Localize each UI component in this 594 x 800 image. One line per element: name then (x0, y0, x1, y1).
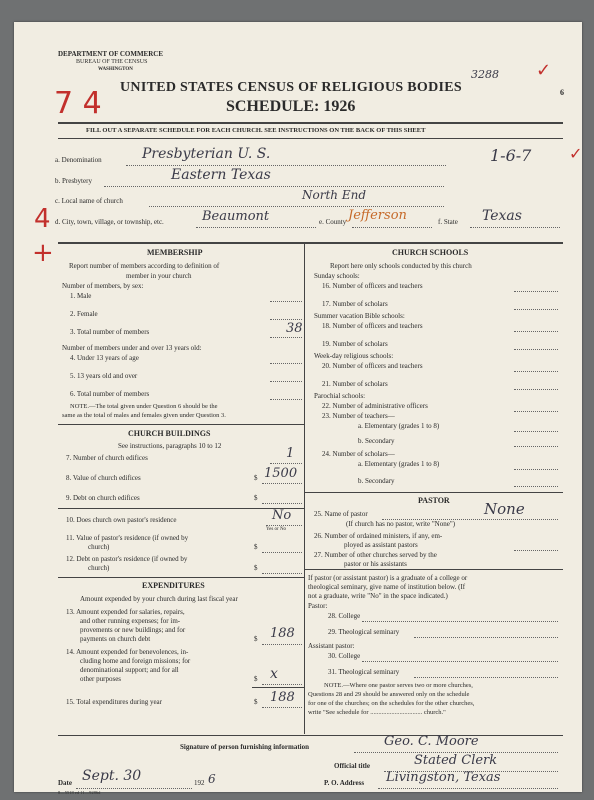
membership-heading: MEMBERSHIP (147, 248, 203, 257)
q9-debt-on-edifices: 9. Debt on church edifices (66, 494, 140, 502)
q27-line-1: 27. Number of other churches served by the (314, 551, 437, 559)
q30-college: 30. College (328, 652, 361, 660)
q23: 23. Number of teachers— (322, 412, 395, 420)
serial-number: 3288 (471, 68, 499, 81)
q5-13-and-over: 5. 13 years old and over (70, 372, 138, 380)
q14-line-2: cluding home and foreign missions; for (80, 657, 191, 665)
presbytery-label: b. Presbytery (55, 177, 92, 185)
denomination-label: a. Denomination (55, 156, 102, 164)
q14-dollar: $ (254, 675, 258, 683)
year-value: 6 (208, 772, 216, 786)
red-number-4: 4 (34, 204, 51, 234)
corner-number: 6 (560, 88, 564, 97)
q10-owns-residence: 10. Does church own pastor's residence (66, 516, 177, 524)
q13-value: 188 (270, 626, 295, 641)
q9-dollar: $ (254, 494, 258, 502)
q13-dollar: $ (254, 635, 258, 643)
q19: 19. Number of scholars (322, 340, 388, 348)
pastor-heading: PASTOR (418, 496, 450, 505)
buildings-sub: See instructions, paragraphs 10 to 12 (118, 442, 222, 450)
q8-dollar: $ (254, 474, 258, 482)
q12-debt-on-residence: 12. Debt on pastor's residence (if owned by (66, 555, 188, 563)
pastor-note-2: Questions 28 and 29 should be answered only on the schedule (308, 691, 470, 698)
q24: 24. Number of scholars— (322, 450, 395, 458)
q25-name-of-pastor: 25. Name of pastor (314, 510, 368, 518)
pastor-label: Pastor: (308, 602, 328, 610)
sunday-schools-label: Sunday schools: (314, 272, 360, 280)
pastor-note-4: write "See schedule for ................................ church." (308, 709, 446, 716)
q22: 22. Number of administrative officers (322, 402, 428, 410)
q12-church: church) (88, 564, 110, 572)
red-check-mark-2: ✓ (569, 144, 583, 163)
parochial-schools-label: Parochial schools: (314, 392, 366, 400)
denomination-value: Presbyterian U. S. (142, 146, 271, 162)
dept-line1: DEPARTMENT OF COMMERCE (58, 50, 164, 58)
city-value: Beaumont (202, 209, 270, 224)
members-by-sex-label: Number of members, by sex: (62, 282, 144, 290)
members-by-age-label: Number of members under and over 13 years old: (62, 344, 202, 352)
year-prefix: 192 (194, 779, 205, 787)
summer-schools-label: Summer vacation Bible schools: (314, 312, 405, 320)
expenditures-heading: EXPENDITURES (142, 581, 205, 590)
membership-intro-2: member in your church (126, 272, 192, 280)
membership-note-1: NOTE.—The total given under Question 6 should be the (70, 403, 218, 410)
expenditures-sub: Amount expended by your church during last fiscal year (80, 595, 238, 603)
membership-note-2: same as the total of males and females given under Question 3. (62, 412, 226, 419)
q20: 20. Number of officers and teachers (322, 362, 423, 370)
q10-value: No (272, 508, 292, 523)
q26-line-2: ployed as assistant pastors (344, 541, 418, 549)
county-value: Jefferson (348, 208, 407, 223)
graduate-note-2: theological seminary, give name of institution below. (If (308, 583, 466, 591)
q24a: a. Elementary (grades 1 to 8) (358, 460, 440, 468)
graduate-note-1: If pastor (or assistant pastor) is a graduate of a college or (308, 574, 468, 582)
state-label: f. State (438, 218, 458, 226)
schools-sub: Report here only schools conducted by this church (330, 262, 472, 270)
q8-value: 1500 (264, 466, 298, 481)
signature-label: Signature of person furnishing information (180, 743, 309, 751)
official-title-value: Stated Clerk (414, 753, 498, 768)
membership-intro-1: Report number of members according to definition of (69, 262, 220, 270)
buildings-heading: CHURCH BUILDINGS (128, 429, 211, 438)
red-plus-mark: + (32, 238, 54, 268)
red-number-74: 7 4 (54, 86, 102, 121)
date-value: Sept. 30 (82, 768, 142, 784)
q18: 18. Number of officers and teachers (322, 322, 423, 330)
address-label: P. O. Address (324, 779, 365, 787)
q14-value: x (270, 666, 278, 682)
form-subtitle: SCHEDULE: 1926 (226, 98, 356, 115)
q11-dollar: $ (254, 543, 258, 551)
q25-note: (If church has no pastor, write "None") (346, 520, 456, 528)
q1-male: 1. Male (70, 292, 92, 300)
weekday-schools-label: Week-day religious schools: (314, 352, 394, 360)
graduate-note-3: not a graduate, write "No" in the space indicated.) (308, 592, 448, 600)
date-label: Date (58, 779, 72, 787)
q2-female: 2. Female (70, 310, 98, 318)
q15-dollar: $ (254, 698, 258, 706)
state-value: Texas (482, 208, 522, 224)
fill-instruction: FILL OUT A SEPARATE SCHEDULE FOR EACH CHURCH. SEE INSTRUCTIONS ON THE BACK OF THIS SHEET (86, 127, 426, 134)
red-check-mark: ✓ (536, 60, 552, 81)
q6-total-members: 6. Total number of members (70, 390, 150, 398)
q16: 16. Number of officers and teachers (322, 282, 423, 290)
q28-college: 28. College (328, 612, 361, 620)
q7-value: 1 (286, 446, 295, 461)
local-name-value: North End (302, 188, 366, 202)
q15-value: 188 (270, 690, 295, 705)
q4-under-13: 4. Under 13 years of age (70, 354, 139, 362)
pastor-note-3: for one of the churches; on the schedules for the other churches, (308, 700, 475, 707)
q25-value: None (484, 500, 525, 518)
address-value: Livingston, Texas (386, 770, 501, 785)
city-label: d. City, town, village, or township, etc. (55, 218, 164, 226)
schools-heading: CHURCH SCHOOLS (392, 248, 469, 257)
print-code: 8—5518 ed 11—9286d (58, 790, 101, 795)
dept-line3: WASHINGTON (98, 67, 133, 72)
dept-line2: BUREAU OF THE CENSUS (76, 59, 148, 65)
q23a: a. Elementary (grades 1 to 8) (358, 422, 440, 430)
county-label: e. County (319, 218, 347, 226)
yes-or-no-hint: Yes or No (266, 527, 287, 532)
q17: 17. Number of scholars (322, 300, 388, 308)
q11-value-of-residence: 11. Value of pastor's residence (if owned by (66, 534, 189, 542)
official-title-label: Official title (334, 762, 370, 770)
q27-line-2: pastor or his assistants (344, 560, 407, 568)
q14-line-1: 14. Amount expended for benevolences, in- (66, 648, 189, 656)
presbytery-value: Eastern Texas (171, 167, 271, 183)
pastor-note-1: NOTE.—Where one pastor serves two or more churches, (324, 682, 473, 689)
q3-value: 38 (286, 321, 303, 336)
q3-total-members: 3. Total number of members (70, 328, 150, 336)
local-name-label: c. Local name of church (55, 197, 123, 205)
q13-line-4: payments on church debt (80, 635, 151, 643)
q14-line-3: denominational support; and for all (80, 666, 179, 674)
q8-value-of-edifices: 8. Value of church edifices (66, 474, 141, 482)
q11-church: church) (88, 543, 110, 551)
q26-line-1: 26. Number of ordained ministers, if any, em- (314, 532, 443, 540)
census-form (14, 22, 583, 795)
q23b: b. Secondary (358, 437, 395, 445)
q31-seminary: 31. Theological seminary (328, 668, 400, 676)
q7-church-edifices: 7. Number of church edifices (66, 454, 148, 462)
signature-value: Geo. C. Moore (384, 734, 479, 749)
q13-line-1: 13. Amount expended for salaries, repairs, (66, 608, 185, 616)
q29-seminary: 29. Theological seminary (328, 628, 400, 636)
q12-dollar: $ (254, 564, 258, 572)
q21: 21. Number of scholars (322, 380, 388, 388)
q13-line-2: and other running expenses; for im- (80, 617, 181, 625)
q15-total-expenditures: 15. Total expenditures during year (66, 698, 162, 706)
q13-line-3: provements or new buildings; and for (80, 626, 186, 634)
denomination-code: 1-6-7 (490, 146, 532, 165)
form-title: UNITED STATES CENSUS OF RELIGIOUS BODIES (120, 80, 463, 95)
assistant-pastor-label: Assistant pastor: (308, 642, 355, 650)
q14-line-4: other purposes (80, 675, 122, 683)
q24b: b. Secondary (358, 477, 395, 485)
